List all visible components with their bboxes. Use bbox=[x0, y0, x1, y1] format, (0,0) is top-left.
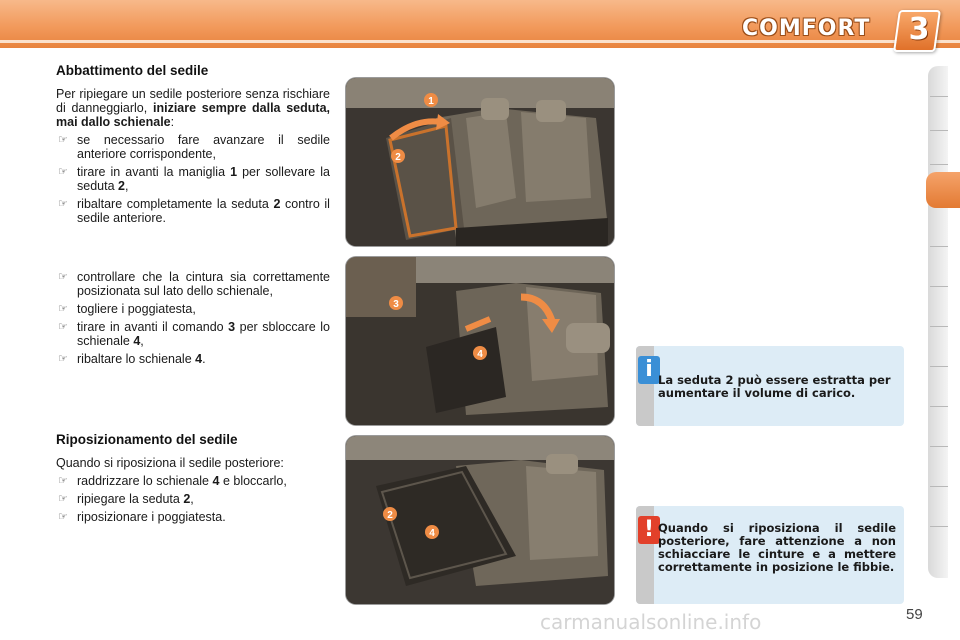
section-repositioning bbox=[56, 433, 330, 528]
pointing-hand-icon: ☞ bbox=[58, 493, 68, 505]
info-icon: i bbox=[638, 356, 660, 384]
chapter-tab-active[interactable] bbox=[926, 172, 960, 208]
rear-seat-photo-1 bbox=[346, 78, 614, 246]
info-note bbox=[636, 346, 904, 426]
warning-note bbox=[636, 506, 904, 604]
tab-divider bbox=[930, 164, 948, 165]
list-item: ☞ togliere i poggiatesta, bbox=[58, 302, 196, 316]
pointing-hand-icon: ☞ bbox=[58, 475, 68, 487]
list-item: ☞ tirare in avanti la maniglia 1 per sollevare la seduta 2, bbox=[58, 165, 330, 193]
svg-text:4: 4 bbox=[477, 349, 483, 360]
tab-divider bbox=[930, 326, 948, 327]
pointing-hand-icon: ☞ bbox=[58, 198, 68, 210]
rear-seat-photo-2 bbox=[346, 257, 614, 425]
section-title: Abbattimento del sedile bbox=[56, 63, 209, 78]
watermark: carmanualsonline.info bbox=[540, 610, 762, 634]
tab-divider bbox=[930, 286, 948, 287]
section-intro: Per ripiegare un sedile posteriore senza rischiare di danneggiarlo, iniziare sempre dalla seduta, mai dallo schienale: bbox=[56, 87, 330, 129]
list-item: ☞ ribaltare lo schienale 4. bbox=[58, 352, 206, 366]
warning-note-text: Quando si riposiziona il sedile posteriore, fare attenzione a non schiacciare le cinture e a mettere correttamente in posizione le fibbie. bbox=[658, 521, 896, 574]
pointing-hand-icon: ☞ bbox=[58, 353, 68, 365]
svg-text:4: 4 bbox=[429, 528, 435, 539]
section-folding-backrest bbox=[56, 270, 330, 370]
pointing-hand-icon: ☞ bbox=[58, 303, 68, 315]
list-item: ☞ raddrizzare lo schienale 4 e bloccarlo, bbox=[58, 474, 287, 488]
tab-divider bbox=[930, 366, 948, 367]
tab-divider bbox=[930, 526, 948, 527]
pointing-hand-icon: ☞ bbox=[58, 511, 68, 523]
info-note-text: La seduta 2 può essere estratta per aumentare il volume di carico. bbox=[658, 373, 891, 400]
tab-divider bbox=[930, 406, 948, 407]
tab-divider bbox=[930, 96, 948, 97]
rear-seat-photo-3 bbox=[346, 436, 614, 604]
section-title: Riposizionamento del sedile bbox=[56, 432, 238, 447]
list-item: ☞ tirare in avanti il comando 3 per sbloccare lo schienale 4, bbox=[58, 320, 330, 348]
tab-divider bbox=[930, 446, 948, 447]
section-folding bbox=[56, 64, 330, 229]
chapter-title: COMFORT bbox=[742, 16, 871, 41]
list-item: ☞ ripiegare la seduta 2, bbox=[58, 492, 194, 506]
svg-text:3: 3 bbox=[393, 299, 399, 310]
page-number: 59 bbox=[906, 606, 923, 623]
tab-divider bbox=[930, 130, 948, 131]
list-item: ☞ riposizionare i poggiatesta. bbox=[58, 510, 226, 524]
svg-text:2: 2 bbox=[395, 152, 401, 163]
pointing-hand-icon: ☞ bbox=[58, 321, 68, 333]
list-item: ☞ controllare che la cintura sia correttamente posizionata sul lato dello schienale, bbox=[58, 270, 330, 298]
pointing-hand-icon: ☞ bbox=[58, 134, 68, 146]
section-intro: Quando si riposiziona il sedile posteriore: bbox=[56, 456, 284, 470]
list-item: ☞ se necessario fare avanzare il sedile anteriore corrispondente, bbox=[58, 133, 330, 161]
chapter-tab-strip bbox=[928, 66, 948, 578]
svg-text:2: 2 bbox=[387, 510, 393, 521]
list-item: ☞ ribaltare completamente la seduta 2 contro il sedile anteriore. bbox=[58, 197, 330, 225]
warning-icon: ! bbox=[638, 516, 660, 544]
pointing-hand-icon: ☞ bbox=[58, 166, 68, 178]
tab-divider bbox=[930, 486, 948, 487]
tab-divider bbox=[930, 246, 948, 247]
pointing-hand-icon: ☞ bbox=[58, 271, 68, 283]
chapter-number: 3 bbox=[908, 12, 930, 47]
svg-text:1: 1 bbox=[428, 96, 434, 107]
